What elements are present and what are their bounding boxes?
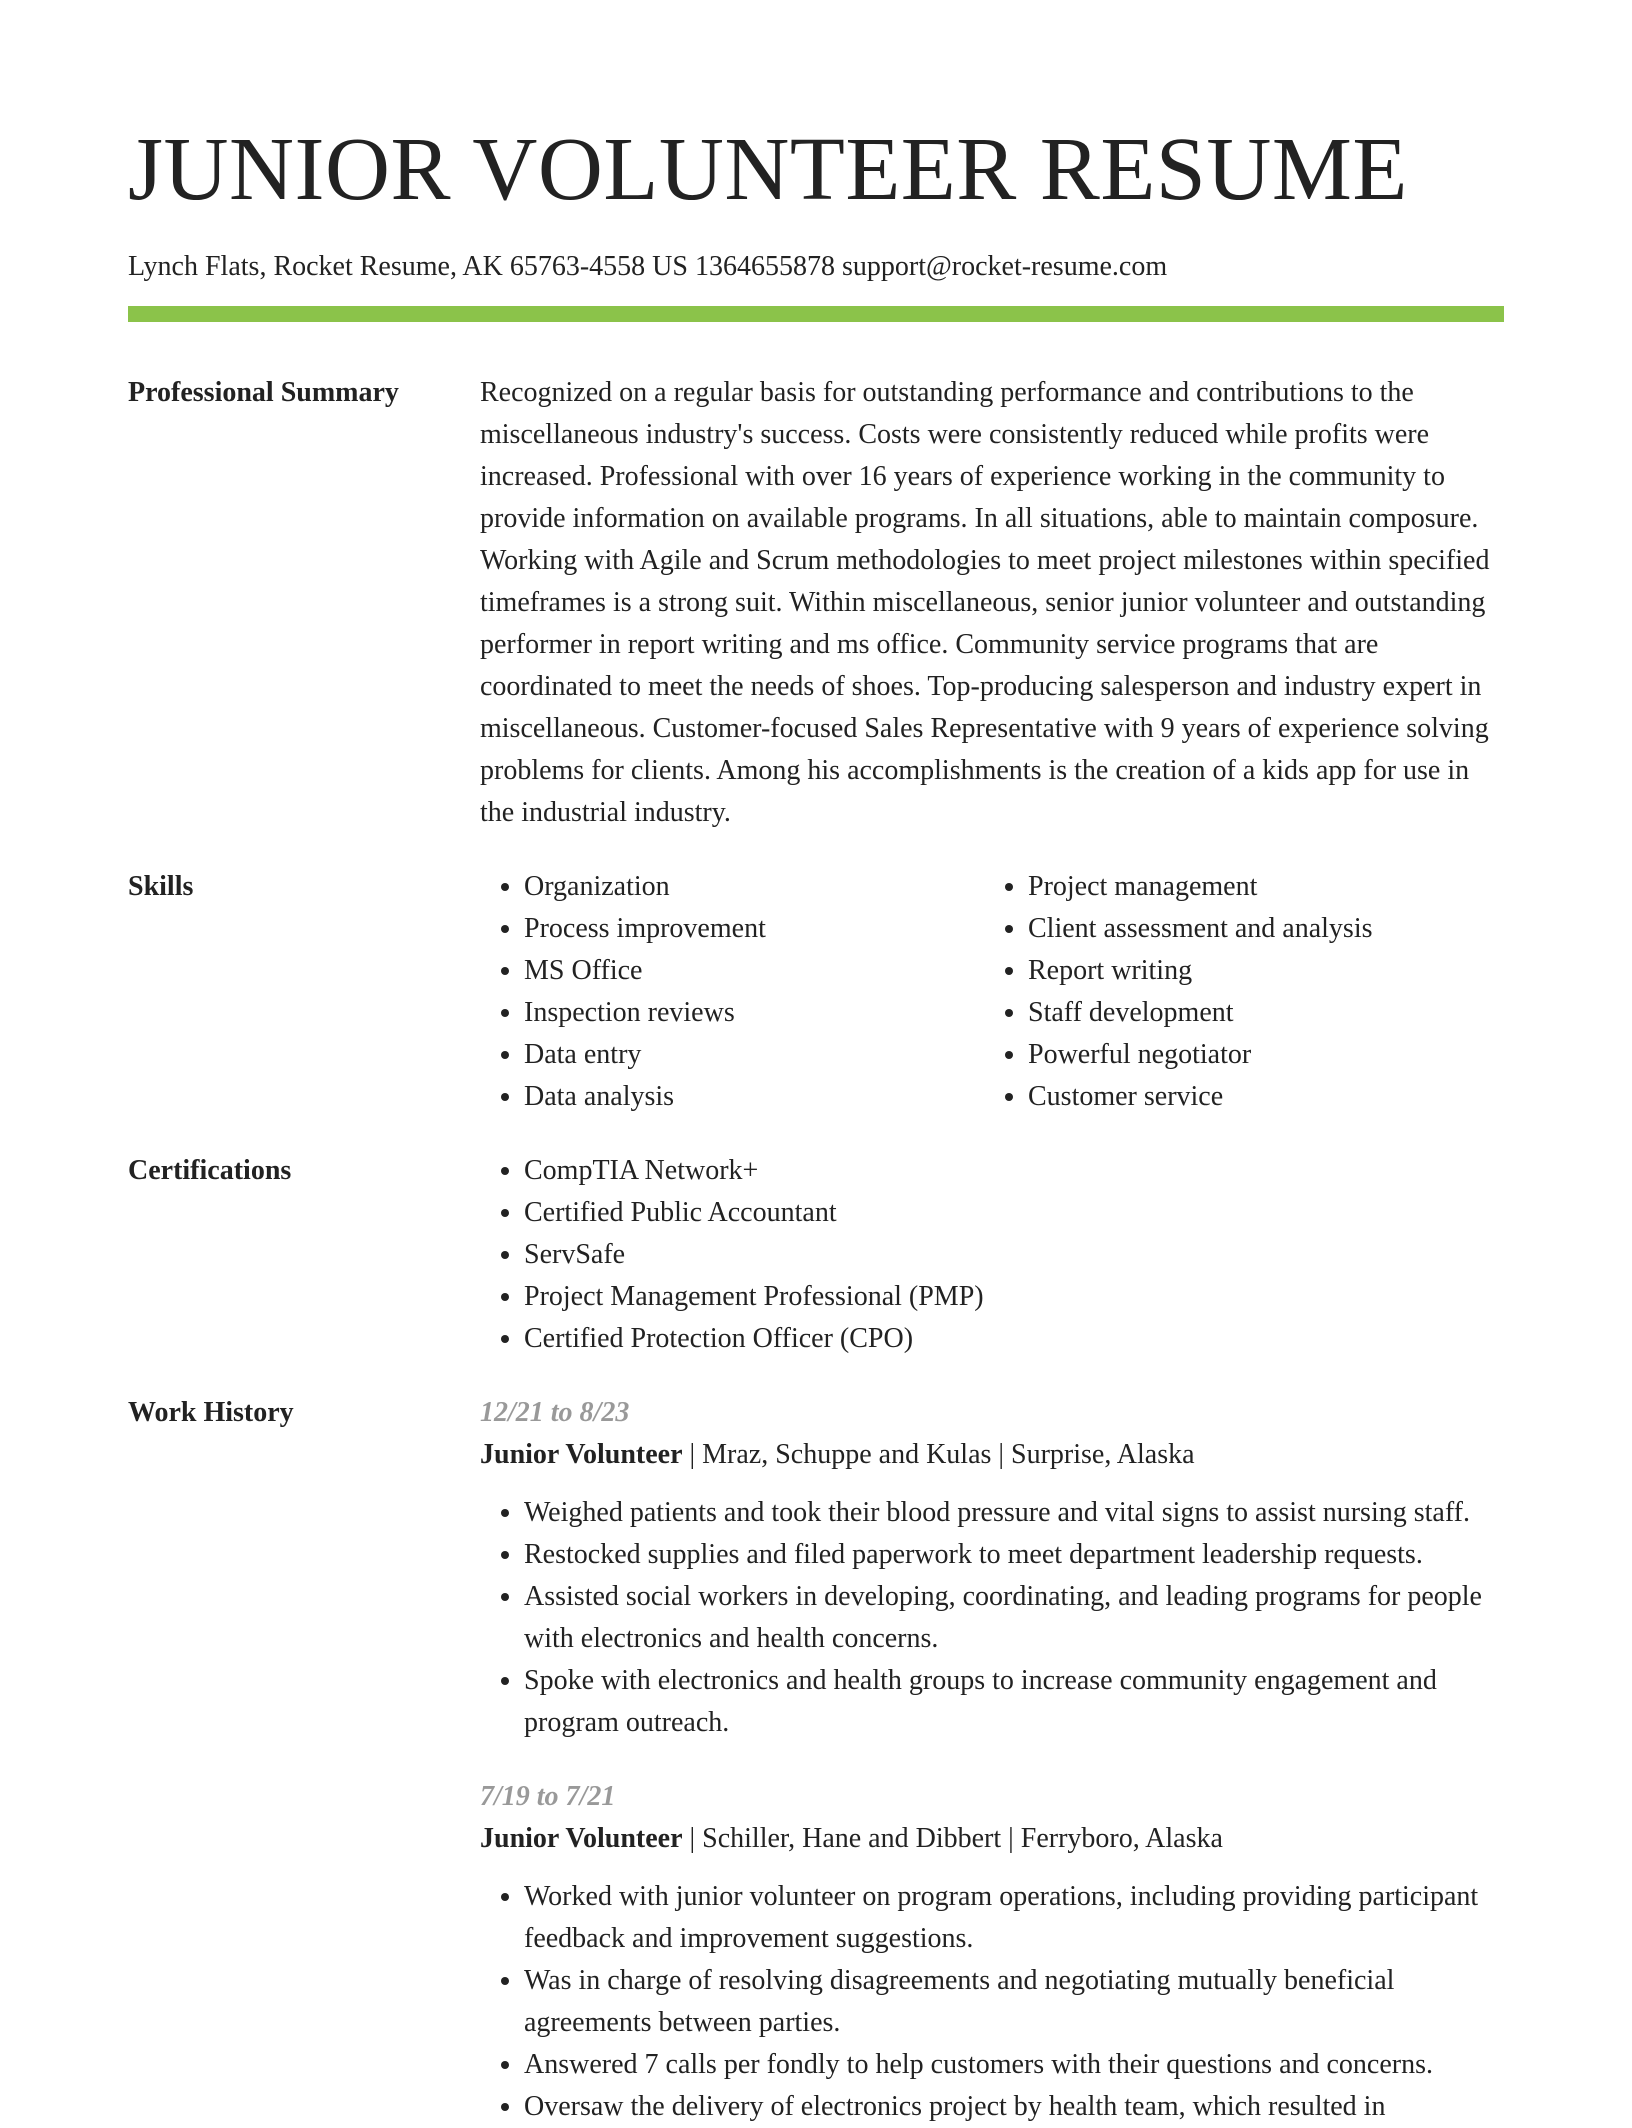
skill-item: • Process improvement	[524, 908, 984, 950]
skill-item: • Data entry	[524, 1034, 984, 1076]
certification-item: • Certified Protection Officer (CPO)	[524, 1318, 1504, 1360]
job-title: Junior Volunteer	[480, 1439, 683, 1470]
skill-item: • Data analysis	[524, 1076, 984, 1118]
job-entry	[480, 1776, 1504, 2128]
job-heading	[480, 1818, 1504, 1860]
skill-item: • Staff development	[1028, 992, 1488, 1034]
summary-section	[128, 372, 1504, 834]
job-bullet: • Oversaw the delivery of electronics project by health team, which resulted in	[524, 2086, 1504, 2128]
job-details: | Mraz, Schuppe and Kulas | Surprise, Alaska	[682, 1439, 1195, 1470]
skill-item: • Inspection reviews	[524, 992, 984, 1034]
certification-item: • Certified Public Accountant	[524, 1192, 1504, 1234]
certifications-label: Certifications	[128, 1155, 292, 1186]
header-divider	[128, 306, 1504, 322]
work-history-section	[128, 1392, 1504, 2128]
job-title: Junior Volunteer	[480, 1823, 683, 1854]
skill-item: • Organization	[524, 866, 984, 908]
certification-item: • ServSafe	[524, 1234, 1504, 1276]
job-bullets	[480, 1492, 1504, 1744]
contact-line: Lynch Flats, Rocket Resume, AK 65763-4558 US 1364655878 support@rocket-resume.com	[128, 251, 1168, 282]
skill-item: • Customer service	[1028, 1076, 1488, 1118]
resume-title: JUNIOR VOLUNTEER RESUME	[128, 120, 1408, 219]
resume-page	[128, 0, 1504, 2128]
certification-item: • Project Management Professional (PMP)	[524, 1276, 1504, 1318]
job-bullet: • Weighed patients and took their blood pressure and vital signs to assist nursing staff.	[524, 1492, 1504, 1534]
summary-text: Recognized on a regular basis for outstanding performance and contributions to the miscellaneous industry's success. Costs were consistently reduced while profits were increased. Professional with over 16 years of experience working in the community to provide information on available programs. In all situations, able to maintain composure. Working with Agile and Scrum methodologies to meet project milestones within specified timeframes is a strong suit. Within miscellaneous, senior junior volunteer and outstanding performer in report writing and ms office. Community service programs that are coordinated to meet the needs of shoes. Top-producing salesperson and industry expert in miscellaneous. Customer-focused Sales Representative with 9 years of experience solving problems for clients. Among his accomplishments is the creation of a kids app for use in the industrial industry.	[480, 377, 1490, 828]
skills-grid	[480, 866, 1504, 1118]
job-heading	[480, 1434, 1504, 1476]
job-bullet: • Restocked supplies and filed paperwork to meet department leadership requests.	[524, 1534, 1504, 1576]
summary-label: Professional Summary	[128, 377, 399, 408]
job-bullet: • Assisted social workers in developing, coordinating, and leading programs for people with electronics and health concerns.	[524, 1576, 1504, 1660]
job-dates: 7/19 to 7/21	[480, 1781, 616, 1812]
skills-section	[128, 866, 1504, 1118]
skill-item: • Powerful negotiator	[1028, 1034, 1488, 1076]
skill-item: • Project management	[1028, 866, 1488, 908]
job-bullet: • Answered 7 calls per fondly to help customers with their questions and concerns.	[524, 2044, 1504, 2086]
certifications-section	[128, 1150, 1504, 1360]
skill-item: • Report writing	[1028, 950, 1488, 992]
skill-item: • MS Office	[524, 950, 984, 992]
work-history-body	[480, 1392, 1504, 2128]
job-bullets	[480, 1876, 1504, 2128]
job-entry	[480, 1392, 1504, 1744]
skill-item: • Client assessment and analysis	[1028, 908, 1488, 950]
skills-list-left	[480, 866, 984, 1118]
work-history-label: Work History	[128, 1397, 294, 1428]
certification-item: • CompTIA Network+	[524, 1150, 1504, 1192]
skills-label: Skills	[128, 871, 194, 902]
job-details: | Schiller, Hane and Dibbert | Ferryboro, Alaska	[682, 1823, 1223, 1854]
certifications-list	[480, 1150, 1504, 1360]
job-bullet: • Spoke with electronics and health groups to increase community engagement and program outreach.	[524, 1660, 1504, 1744]
job-dates: 12/21 to 8/23	[480, 1397, 630, 1428]
skills-list-right	[984, 866, 1488, 1118]
certifications-body	[480, 1150, 1504, 1360]
job-bullet: • Worked with junior volunteer on program operations, including providing participant feedback and improvement suggestions.	[524, 1876, 1504, 1960]
job-bullet: • Was in charge of resolving disagreements and negotiating mutually beneficial agreements between parties.	[524, 1960, 1504, 2044]
